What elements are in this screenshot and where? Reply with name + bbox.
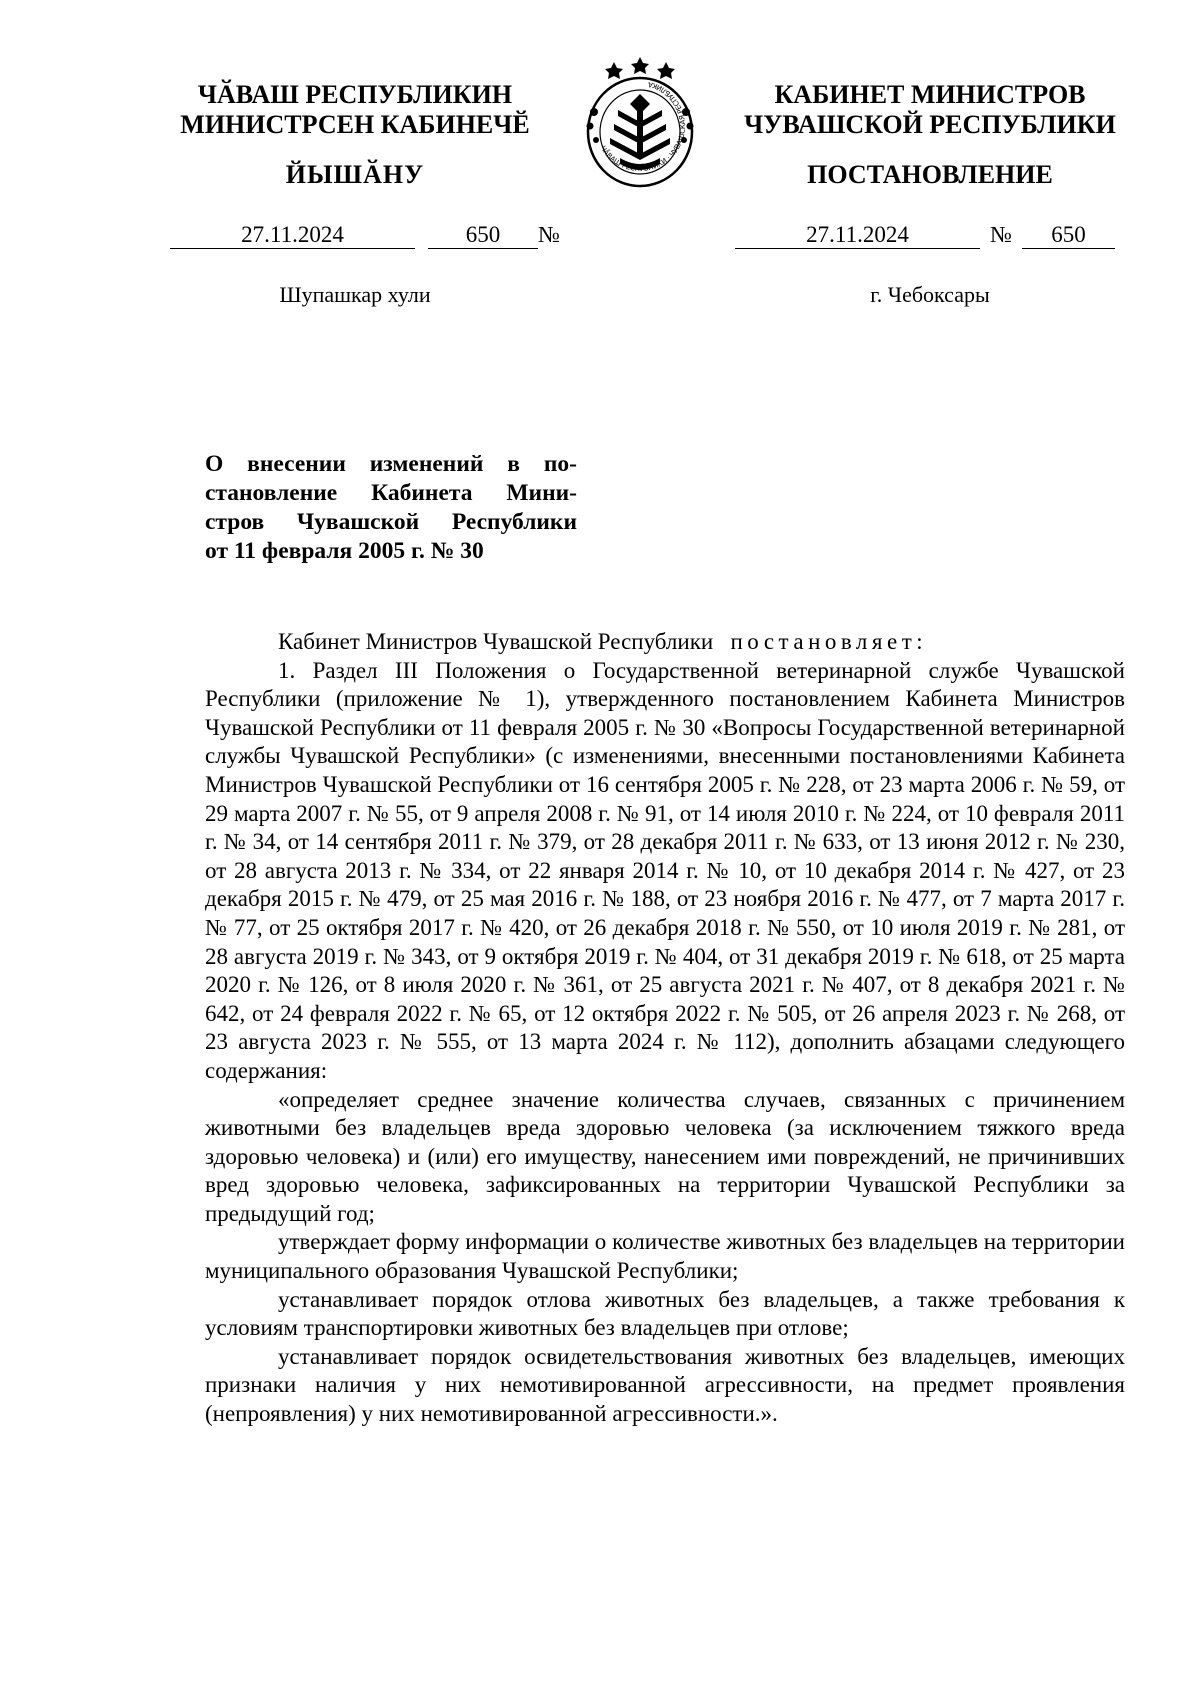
header-left-organization <box>170 80 540 140</box>
subject-line: становление Кабинета Мини- <box>205 480 577 506</box>
body-paragraph-2: «определяет среднее значение количества случаев, связанных с причинением животными без владельцев вреда здоровью человека (за исключением тяжкого вреда здоровью человека) и (или) его имуществу, нанесением ими повреждений, не причинивших вред здоровью человека, зафиксированных на территории Чувашской Республики за предыдущий год; <box>205 1086 1125 1226</box>
place-right: г. Чебоксары <box>870 282 990 307</box>
document-subject <box>205 450 577 566</box>
body-intro-decree: постановляет: <box>730 629 928 654</box>
body-paragraph-1: 1. Раздел III Положения о Государственной ветеринарной службе Чувашской Республики (приложение № 1), утвержденного постановлением Кабинета Министров Чувашской Республики от 11 февраля 2005 г. № 30 «Вопросы Государственной ветеринарной службы Чувашской Республики» (с изменениями, внесенными постановлениями Кабинета Министров Чувашской Республики от 16 сентября 2005 г. № 228, от 23 марта 2006 г. № 59, от 29 марта 2007 г. № 55, от 9 апреля 2008 г. № 91, от 14 июля 2010 г. № 224, от 10 февраля 2011 г. № 34, от 14 сентября 2011 г. № 379, от 28 декабря 2011 г. № 633, от 13 июня 2012 г. № 230, от 28 августа 2013 г. № 334, от 22 января 2014 г. № 10, от 10 декабря 2014 г. № 427, от 23 декабря 2015 г. № 479, от 25 мая 2016 г. № 188, от 23 ноября 2016 г. № 477, от 7 марта 2017 г. № 77, от 25 октября 2017 г. № 420, от 26 декабря 2018 г. № 550, от 10 июля 2019 г. № 281, от 28 августа 2019 г. № 343, от 9 октября 2019 г. № 404, от 31 декабря 2019 г. № 618, от 25 марта 2020 г. № 126, от 8 июля 2020 г. № 361, от 25 августа 2021 г. № 407, от 8 декабря 2021 г. № 642, от 24 февраля 2022 г. № 65, от 12 октября 2022 г. № 505, от 26 апреля 2023 г. № 268, от 23 августа 2023 г. № 555, от 13 марта 2024 г. № 112), дополнить абзацами следующего содержания: <box>205 657 1125 1083</box>
subject-line: от 11 февраля 2005 г. № 30 <box>205 538 484 564</box>
header-right-org-line1: КАБИНЕТ МИНИСТРОВ <box>774 80 1086 109</box>
registration-date-right: 27.11.2024 <box>735 222 980 249</box>
place-left: Шупашкар хули <box>279 282 431 307</box>
registration-number-right: 650 <box>1022 222 1115 249</box>
registration-number-left: 650 <box>428 222 538 249</box>
registration-number-sign-right: № <box>990 222 1012 247</box>
registration-date-left: 27.11.2024 <box>170 222 415 249</box>
header-left-org-line2: МИНИСТРСЕН КАБИНЕЧӖ <box>180 110 530 139</box>
subject-line: стров Чувашской Республики <box>205 509 577 535</box>
body-intro <box>205 628 1125 657</box>
header-left-doc-type: ЙЫШӐНУ <box>285 160 425 189</box>
body-intro-text: Кабинет Министров Чувашской Республики <box>278 629 714 654</box>
body-paragraph-5: устанавливает порядок освидетельствования животных без владельцев, имеющих признаки наличия у них немотивированной агрессивности, на предмет проявления (непроявления) у них немотивированной агрессивности.». <box>205 1343 1125 1427</box>
registration-number-sign-left: № <box>538 222 560 247</box>
body-paragraph-4: устанавливает порядок отлова животных без владельцев, а также требования к условиям транспортировки животных без владельцев при отлове; <box>205 1286 1125 1341</box>
header-right-doc-type: ПОСТАНОВЛЕНИЕ <box>807 160 1053 189</box>
header-right-org-line2: ЧУВАШСКОЙ РЕСПУБЛИКИ <box>744 110 1116 139</box>
subject-line: О внесении изменений в по- <box>205 451 577 477</box>
header-right-organization <box>735 80 1125 140</box>
chuvash-emblem <box>574 54 706 189</box>
emblem-ring-text: ЧӐВАШ РЕСПУБЛИКИ ⋅ ЧУВАШСКАЯ РЕСПУБЛИКА <box>598 79 688 174</box>
header-left-org-line1: ЧӐВАШ РЕСПУБЛИКИН <box>197 80 513 109</box>
document-body <box>205 628 1125 1429</box>
body-paragraph-3: утверждает форму информации о количестве животных без владельцев на территории муниципального образования Чувашской Республики; <box>205 1229 1125 1284</box>
